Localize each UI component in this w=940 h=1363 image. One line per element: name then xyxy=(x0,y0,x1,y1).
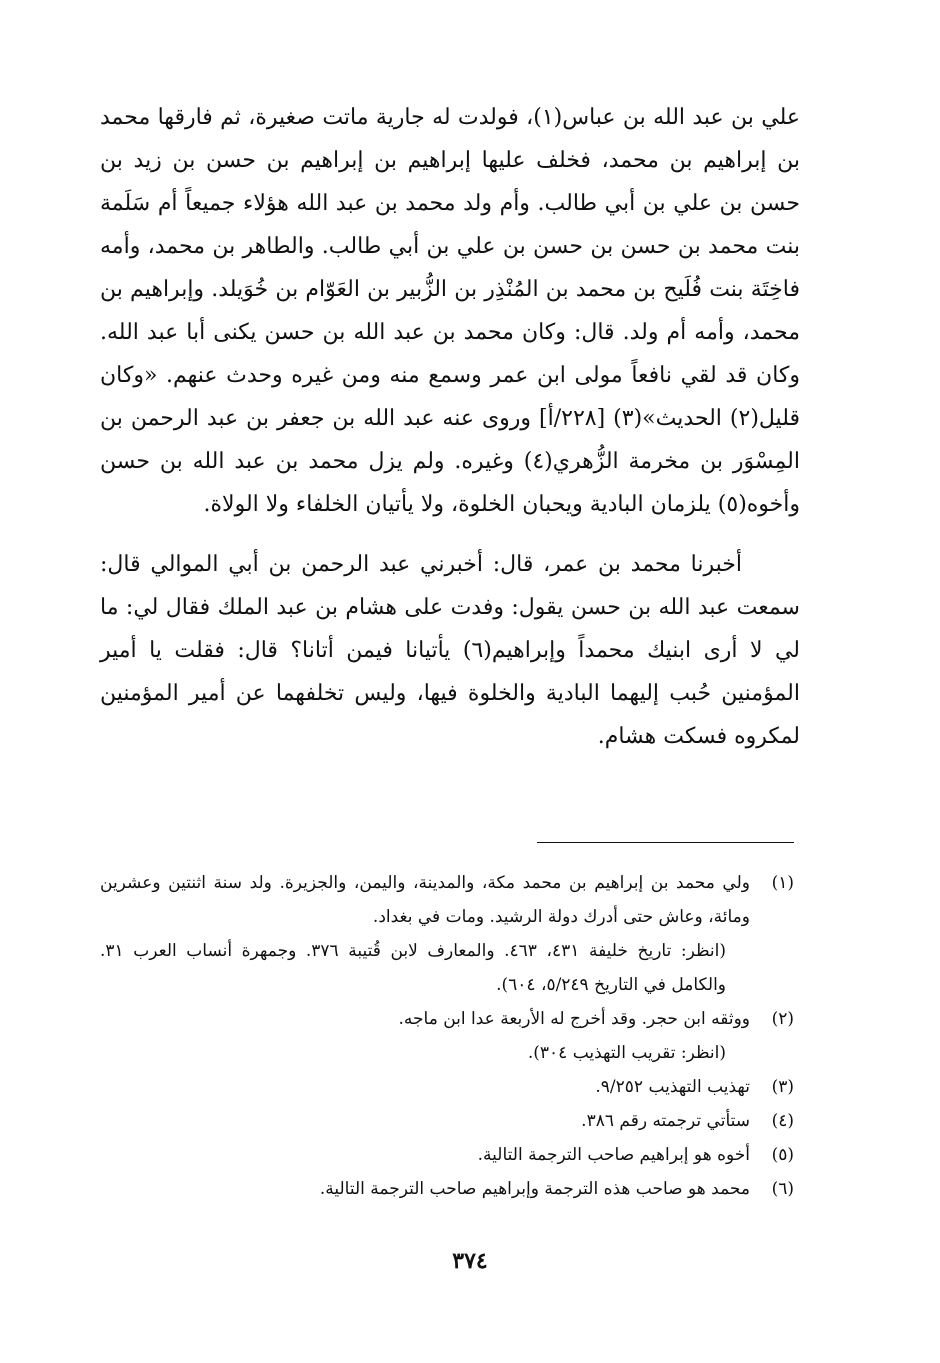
footnote xyxy=(100,1070,800,1104)
footnote-text: محمد هو صاحب هذه الترجمة وإبراهيم صاحب الترجمة التالية. xyxy=(319,1179,750,1199)
footnote-number: (٥) xyxy=(771,1145,794,1165)
footnote-body xyxy=(100,1002,750,1070)
footnote-reference: (انظر: تاريخ خليفة ٤٣١، ٤٦٣. والمعارف لابن قُتيبة ٣٧٦. وجمهرة أنساب العرب ٣١. والكامل في التاريخ ٥/٢٤٩، ٦٠٤). xyxy=(100,941,727,995)
body-paragraph: أخبرنا محمد بن عمر، قال: أخبرني عبد الرحمن بن أبي الموالي قال: سمعت عبد الله بن حسن يقول: وفدت على هشام بن عبد الملك فقال لي: ما لي لا أرى ابنيك محمداً وإبراهيم(٦) يأتيانا فيمن أتانا؟ قال: فقلت يا أمير المؤمنين حُبب إليهما البادية والخلوة فيها، وليس تخلفهما عن أمير المؤمنين لمكروه فسكت هشام. xyxy=(100,552,800,749)
footnote-body xyxy=(100,1138,750,1172)
footnote xyxy=(100,1172,800,1206)
footnote xyxy=(100,1104,800,1138)
footnote-separator xyxy=(537,842,794,843)
footnote-body xyxy=(100,1172,750,1206)
footnote-number: (٤) xyxy=(771,1111,794,1131)
footnote-body xyxy=(100,866,750,1002)
footnote-number: (٢) xyxy=(771,1009,794,1029)
footnote-text: ووثقه ابن حجر. وقد أخرج له الأربعة عدا ابن ماجه. xyxy=(398,1009,750,1029)
footnote-number: (١) xyxy=(771,873,794,893)
footnote-text: ستأتي ترجمته رقم ٣٨٦. xyxy=(581,1111,750,1131)
footnote-text: ولي محمد بن إبراهيم بن محمد مكة، والمدينة، واليمن، والجزيرة. ولد سنة اثنتين وعشرين ومائة، وعاش حتى أدرك دولة الرشيد. ومات في بغداد. xyxy=(100,873,750,927)
footnote-number: (٦) xyxy=(771,1179,794,1199)
footnote-body xyxy=(100,1070,750,1104)
footnote-number: (٣) xyxy=(771,1077,794,1097)
footnote xyxy=(100,1138,800,1172)
footnote xyxy=(100,1002,800,1070)
main-text xyxy=(100,96,800,758)
page-number: ٣٧٤ xyxy=(452,1248,488,1274)
footnote-text: تهذيب التهذيب ٩/٢٥٢. xyxy=(595,1077,750,1097)
footnote xyxy=(100,866,800,1002)
footnote-body xyxy=(100,1104,750,1138)
body-paragraph: علي بن عبد الله بن عباس(١)، فولدت له جارية ماتت صغيرة، ثم فارقها محمد بن إبراهيم بن محمد، فخلف عليها إبراهيم بن إبراهيم بن حسن بن زيد بن حسن بن علي بن أبي طالب. وأم ولد محمد بن عبد الله هؤلاء جميعاً أم سَلَمة بنت محمد بن حسن بن حسن بن علي بن أبي طالب. والطاهر بن محمد، وأمه فاخِتَة بنت فُلَيح بن محمد بن المُنْذِر بن الزُّبير بن العَوّام بن خُوَيلد. وإبراهيم بن محمد، وأمه أم ولد. قال: وكان محمد بن عبد الله بن حسن يكنى أبا عبد الله. وكان قد لقي نافعاً مولى ابن عمر وسمع منه ومن غيره وحدث عنهم. «وكان قليل(٢) الحديث»(٣) [٢٢٨/أ] وروى عنه عبد الله بن جعفر بن عبد الرحمن بن المِسْوَر بن مخرمة الزُّهري(٤) وغيره. ولم يزل محمد بن عبد الله بن حسن وأخوه(٥) يلزمان البادية ويحبان الخلوة، ولا يأتيان الخلفاء ولا الولاة. xyxy=(100,105,800,517)
footnote-reference: (انظر: تقريب التهذيب ٣٠٤). xyxy=(527,1043,726,1063)
footnotes xyxy=(100,866,800,1206)
footnote-text: أخوه هو إبراهيم صاحب الترجمة التالية. xyxy=(477,1145,750,1165)
